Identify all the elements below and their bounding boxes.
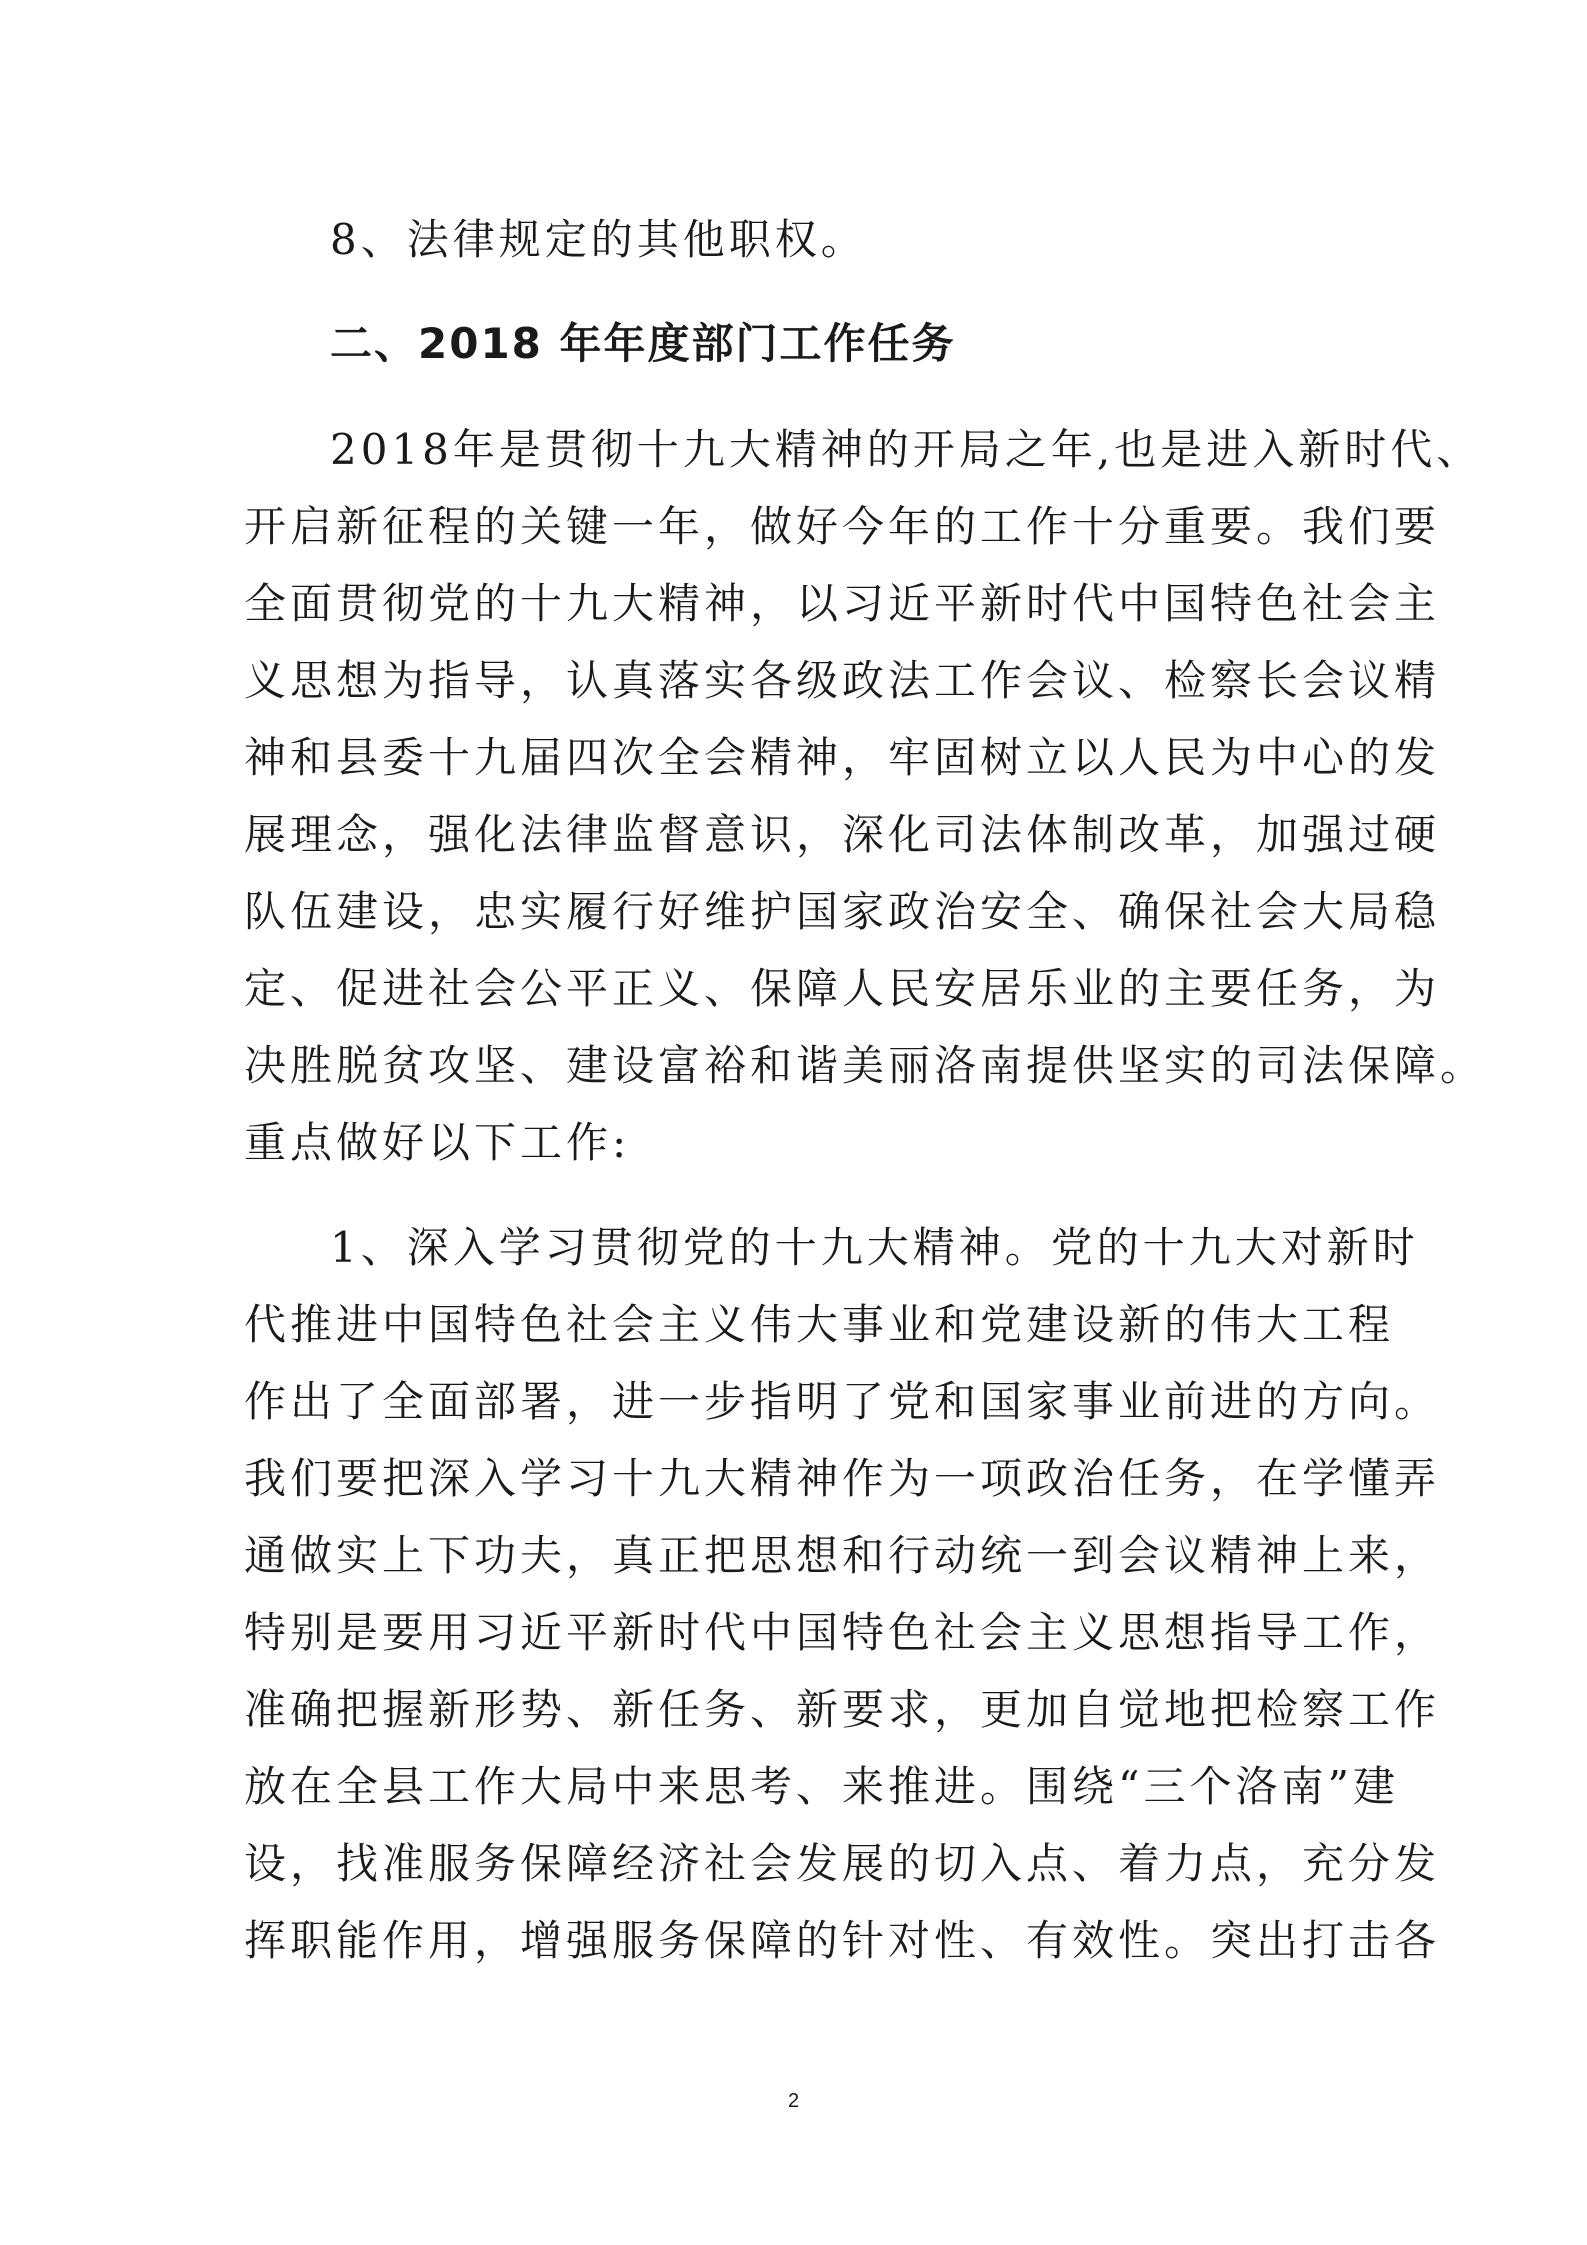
point-1-line: 通做实上下功夫，真正把思想和行动统一到会议精神上来，: [244, 1531, 1441, 1580]
page-number: 2: [787, 2090, 800, 2112]
point-1-line: 挥职能作用，增强服务保障的针对性、有效性。突出打击各: [244, 1916, 1441, 1965]
intro-line: 队伍建设，忠实履行好维护国家政治安全、确保社会大局稳: [244, 887, 1441, 936]
point-1-line: 特别是要用习近平新时代中国特色社会主义思想指导工作，: [244, 1608, 1441, 1657]
point-1-line: 设，找准服务保障经济社会发展的切入点、着力点，充分发: [244, 1839, 1441, 1888]
point-1-line: 作出了全面部署，进一步指明了党和国家事业前进的方向。: [244, 1377, 1441, 1426]
intro-line: 神和县委十九届四次全会精神，牢固树立以人民为中心的发: [244, 733, 1441, 782]
intro-line: 开启新征程的关键一年，做好今年的工作十分重要。我们要: [244, 502, 1441, 551]
point-1-line: 准确把握新形势、新任务、新要求，更加自觉地把检察工作: [244, 1685, 1441, 1734]
intro-line: 展理念，强化法律监督意识，深化司法体制改革，加强过硬: [244, 810, 1441, 859]
point-1-line: 代推进中国特色社会主义伟大事业和党建设新的伟大工程: [244, 1300, 1395, 1349]
intro-line: 义思想为指导，认真落实各级政法工作会议、检察长会议精: [244, 656, 1441, 705]
point-1-line: 我们要把深入学习十九大精神作为一项政治任务，在学懂弄: [244, 1454, 1441, 1503]
intro-line: 2018年是贯彻十九大精神的开局之年,也是进入新时代、: [330, 425, 1483, 474]
point-1-line: 放在全县工作大局中来思考、来推进。围绕“三个洛南”建: [244, 1762, 1399, 1811]
intro-line: 决胜脱贫攻坚、建设富裕和谐美丽洛南提供坚实的司法保障。: [244, 1041, 1487, 1090]
intro-line: 全面贯彻党的十九大精神，以习近平新时代中国特色社会主: [244, 579, 1441, 628]
intro-line: 重点做好以下工作:: [244, 1118, 631, 1167]
section-heading: 二、2018 年年度部门工作任务: [330, 319, 956, 368]
point-1-line: 1、深入学习贯彻党的十九大精神。党的十九大对新时: [330, 1223, 1419, 1272]
item-8-text: 8、法律规定的其他职权。: [330, 215, 867, 264]
intro-line: 定、促进社会公平正义、保障人民安居乐业的主要任务，为: [244, 964, 1441, 1013]
